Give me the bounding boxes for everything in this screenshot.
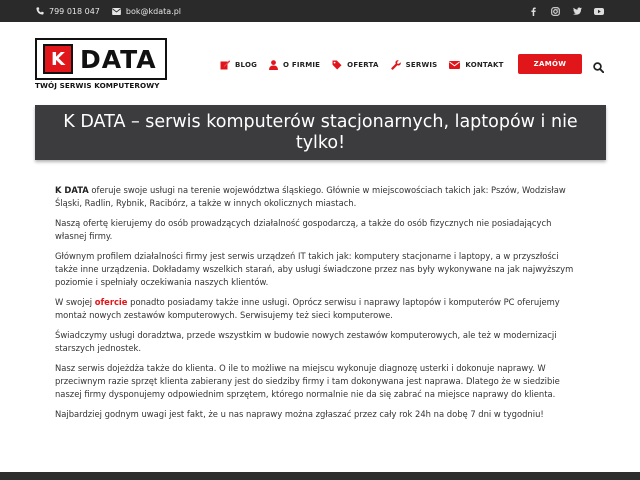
envelope-icon: [449, 61, 460, 69]
social-links: [522, 0, 610, 22]
facebook-icon[interactable]: [522, 7, 544, 16]
logo[interactable]: [35, 38, 167, 92]
company-name: K DATA: [55, 185, 89, 195]
nav-item-oferta[interactable]: [332, 60, 378, 70]
contact-info: [36, 0, 193, 22]
logo-word: DATA: [80, 44, 157, 74]
tag-icon: [332, 60, 342, 70]
top-bar: [0, 0, 640, 22]
footer-strip: [0, 472, 640, 480]
user-icon: [269, 60, 278, 70]
phone-number: 799 018 047: [49, 6, 100, 16]
phone-icon: [36, 7, 44, 15]
order-button[interactable]: ZAMÓW: [518, 54, 582, 74]
paragraph: Najbardziej godnym uwagi jest fakt, że u nas naprawy można zgłaszać przez cały rok 24h na dobę 7 dni w tygodniu!: [55, 409, 544, 419]
page-title: K DATA – serwis komputerów stacjonarnych, laptopów i nie tylko!: [63, 111, 578, 153]
logo-letter: K: [43, 44, 73, 74]
logo-tagline: TWÓJ SERWIS KOMPUTEROWY: [35, 81, 160, 90]
instagram-icon[interactable]: [544, 7, 566, 16]
nav-label: SERWIS: [405, 61, 438, 69]
wrench-icon: [391, 60, 401, 70]
search-icon: [593, 62, 604, 73]
site-header: [0, 22, 640, 104]
phone-link[interactable]: [36, 7, 100, 16]
main-nav: [220, 55, 516, 75]
email-address: bok@kdata.pl: [125, 6, 182, 16]
nav-label: BLOG: [235, 61, 258, 69]
twitter-icon[interactable]: [566, 7, 588, 15]
nav-item-blog[interactable]: [220, 60, 257, 70]
nav-item-kontakt[interactable]: [449, 61, 503, 69]
nav-label: O FIRMIE: [283, 61, 321, 69]
search-button[interactable]: [593, 58, 604, 77]
envelope-icon: [112, 8, 121, 15]
email-link[interactable]: [112, 7, 181, 16]
nav-label: OFERTA: [347, 61, 379, 69]
nav-item-o-firmie[interactable]: [269, 60, 320, 70]
paragraph: Naszą ofertę kierujemy do osób prowadzących działalność gospodarczą, a także do osób fizycznych nie posiadających własnej firmy.: [55, 218, 552, 241]
nav-item-serwis[interactable]: [391, 60, 438, 70]
paragraph: Świadczymy usługi doradztwa, przede wszystkim w budowie nowych zestawów komputerowych, ale też w modernizacji starszych jednostek.: [55, 330, 557, 353]
edit-icon: [220, 60, 230, 70]
paragraph: K DATA oferuje swoje usługi na terenie województwa śląskiego. Głównie w miejscowościach takich jak: Pszów, Wodzisław Śląski, Radlin, Rybnik, Racibórz, a także w innych okolicznych miastach.: [55, 185, 566, 208]
paragraph: Nasz serwis dojeżdża także do klienta. O ile to możliwe na miejscu wykonuje diagnozę usterki i dokonuje naprawy. W przeciwnym razie sprzęt klienta zabierany jest do siedziby firmy i tam dokonywana jest naprawa. Dlatego że w siedzibie naszej firmy dysponujemy odpowiednim sprzętem, którego normalnie nie da się zabrać na miejsce naprawy do klienta.: [55, 363, 560, 399]
nav-label: KONTAKT: [465, 61, 504, 69]
main-content: [55, 184, 585, 428]
page-title-banner: [35, 105, 606, 160]
offer-link[interactable]: ofercie: [94, 297, 128, 307]
paragraph: W swojej ofercie ponadto posiadamy także inne usługi. Oprócz serwisu i naprawy laptopów i komputerów PC oferujemy montaż nowych zestawów komputerowych. Serwisujemy też sieci komputerowe.: [55, 297, 560, 320]
paragraph: Głównym profilem działalności firmy jest serwis urządzeń IT takich jak: komputery stacjonarne i laptopy, a w przyszłości także inne urządzenia. Dokładamy wszelkich starań, aby usługi świadczone przez nas były wykonywane na jak najwyższym poziomie i spełniały oczekiwania naszych klientów.: [55, 251, 574, 287]
logo-frame: [35, 38, 167, 80]
youtube-icon[interactable]: [588, 8, 610, 15]
